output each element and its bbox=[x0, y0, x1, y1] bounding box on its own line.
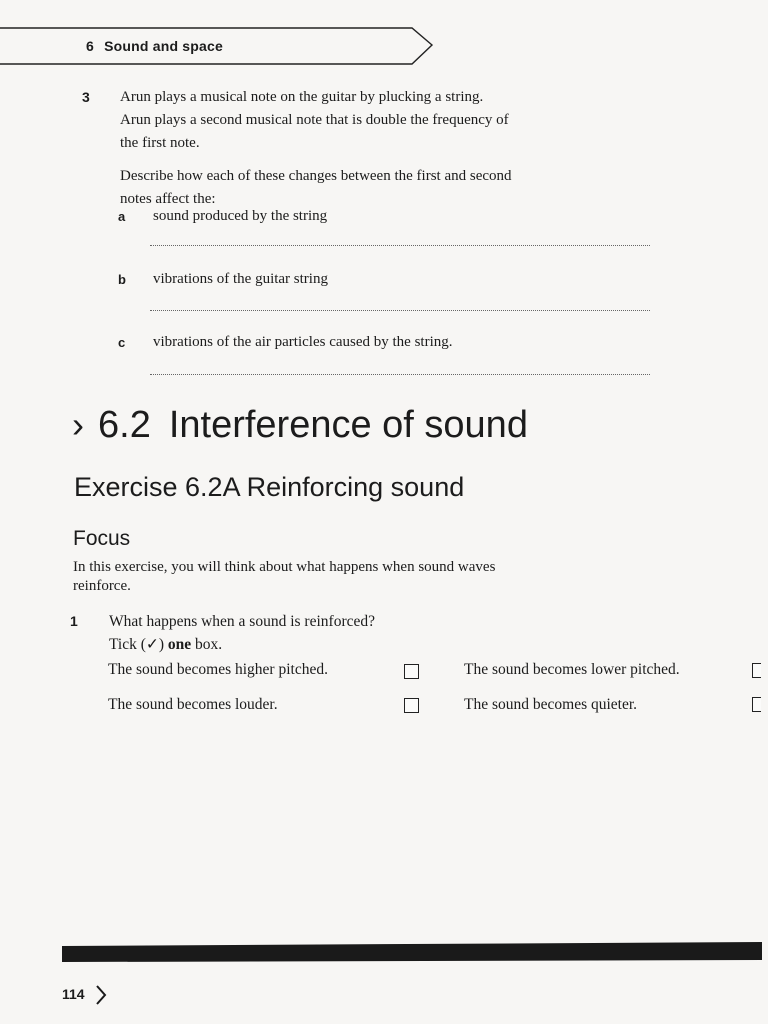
part-letter: c bbox=[118, 335, 126, 350]
part-text: sound produced by the string bbox=[153, 208, 328, 224]
exercise-heading: Exercise 6.2A Reinforcing sound bbox=[74, 472, 465, 502]
focus-text bbox=[73, 558, 593, 596]
section-chevron-icon: › bbox=[72, 404, 84, 445]
question-3-intro bbox=[120, 86, 600, 155]
option-checkbox-louder[interactable] bbox=[404, 698, 419, 713]
section-heading bbox=[72, 404, 528, 447]
option-label-lower-pitched: The sound becomes lower pitched. bbox=[464, 661, 680, 678]
chapter-header bbox=[86, 38, 223, 54]
answer-line-b[interactable] bbox=[150, 310, 650, 311]
option-checkbox-quieter[interactable] bbox=[752, 697, 761, 712]
page-number: 114 bbox=[62, 986, 85, 1002]
footer-bar bbox=[62, 938, 762, 966]
option-label-higher-pitched: The sound becomes higher pitched. bbox=[108, 661, 328, 678]
part-text: vibrations of the guitar string bbox=[153, 271, 328, 287]
focus-line-1: In this exercise, you will think about what happens when sound waves bbox=[73, 559, 496, 575]
question-1-text bbox=[109, 610, 375, 656]
intro-line-1: Arun plays a musical note on the guitar by plucking a string. bbox=[120, 89, 484, 105]
question-1-number: 1 bbox=[70, 613, 78, 629]
option-label-quieter: The sound becomes quieter. bbox=[464, 696, 638, 713]
focus-line-2: reinforce. bbox=[73, 578, 131, 594]
question-3-number: 3 bbox=[82, 89, 90, 105]
section-title: Interference of sound bbox=[168, 404, 528, 446]
answer-line-c[interactable] bbox=[150, 374, 650, 375]
chapter-title: Sound and space bbox=[104, 38, 224, 54]
part-text: vibrations of the air particles caused by the string. bbox=[153, 334, 453, 350]
part-letter: a bbox=[118, 209, 126, 224]
option-checkbox-lower-pitched[interactable] bbox=[752, 663, 761, 678]
question-1-prompt: What happens when a sound is reinforced? bbox=[109, 613, 375, 630]
prompt-line-1: Describe how each of these changes between the first and second bbox=[120, 168, 512, 184]
page-chevron-icon bbox=[94, 984, 108, 1006]
answer-line-a[interactable] bbox=[150, 245, 650, 246]
section-number: 6.2 bbox=[98, 404, 151, 446]
question-3-prompt bbox=[120, 165, 600, 211]
prompt-line-2: notes affect the: bbox=[120, 191, 216, 207]
question-3-text bbox=[120, 86, 600, 211]
option-checkbox-higher-pitched[interactable] bbox=[404, 664, 419, 679]
focus-heading: Focus bbox=[73, 527, 131, 550]
part-letter: b bbox=[118, 272, 126, 287]
option-label-louder: The sound becomes louder. bbox=[108, 696, 278, 713]
intro-line-2: Arun plays a second musical note that is double the frequency of bbox=[120, 112, 509, 128]
question-1-instruction: Tick (✓) one box. bbox=[109, 636, 223, 653]
intro-line-3: the first note. bbox=[120, 135, 200, 151]
chapter-number: 6 bbox=[86, 38, 94, 54]
